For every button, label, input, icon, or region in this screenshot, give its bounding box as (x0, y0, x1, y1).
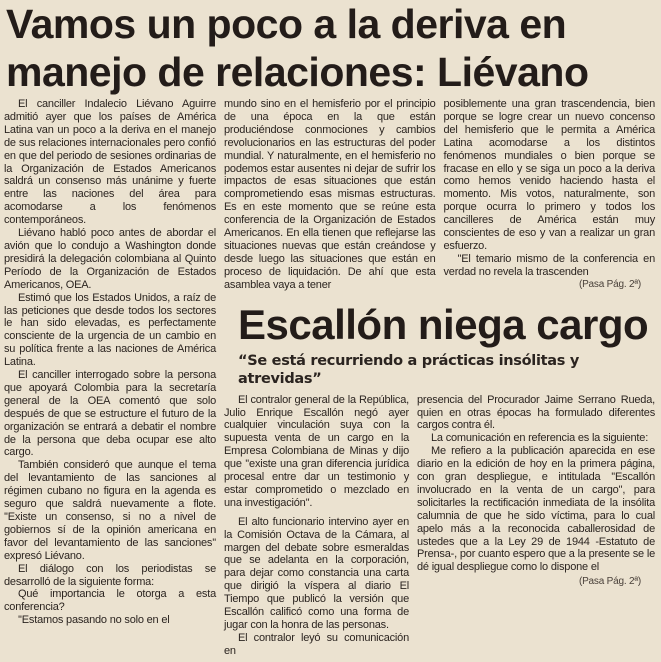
continued-on-page: (Pasa Pág. 2ª) (578, 278, 641, 290)
paragraph: El canciller Indalecio Liévano Aguirre admitió ayer que los países de América Latina van un poco a la deriva en el manejo de sus relaciones internacionales pero confió en que del periodo de sesiones ordinarias de la Organización de Estados Americanos saldrá un consenso más unánime y fuerte entre las naciones del área para acomodarse a los fenómenos contemporáneos. (4, 98, 216, 227)
paragraph: Estimó que los Estados Unidos, a raíz de las peticiones que desde todos los sectores le han sido elevadas, es perfectamente consciente de la urgencia de un cambio en su política frente a las naciones de América Latina. (4, 291, 216, 369)
paragraph: El contralor general de la República, Julio Enrique Escallón negó ayer cualquier vinculación suya con la supuesta venta de un cargo en la Empresa Colombiana de Minas y dijo que ''existe una gran diferencia jurídica procesal entre dar un testimonio y estar comprometido o mezclado en una investigación''. (224, 393, 409, 509)
headline-line-1: Vamos un poco a la deriva en (6, 1, 567, 47)
paragraph: presencia del Procurador Jaime Serrano Rueda, quien en otras épocas ha formulado diferentes cargos contra él. (417, 393, 655, 432)
headline-escallon: Escallón niega cargo (238, 300, 649, 348)
paragraph: Liévano habló poco antes de abordar el avión que lo condujo a Washington donde presidirá la delegación colombiana al Quinto Período de la Organización de Estados Americanos, OEA. (4, 227, 216, 291)
subheadline: “Se está recurriendo a prácticas insólitas y atrevidas” (238, 352, 579, 387)
paragraph: Me refiero a la publicación aparecida en ese diario en la edición de hoy en la primera página, con gran despliegue, e intitulada ''Escallón involucrado en la venta de un cargo'', para solicitarles la rectificación inmediata de la insólita calumnia de que he sido víctima, para lo cual apelo más a la reconocida caballerosidad de ustedes que a la Ley 29 de 1944 -Estatuto de Prensa-, por cuanto espero que a la presente se le dé igual despliegue como lo dispone el (417, 445, 655, 574)
headline-line-2: manejo de relaciones: Liévano (6, 49, 589, 95)
paragraph: El contralor leyó su comunicación en (224, 631, 409, 657)
paragraph: Qué importancia le otorga a esta conferencia? (4, 588, 216, 614)
paragraph: También consideró que aunque el tema del levantamiento de las sanciones al régimen cubano no figura en la agenda es seguro que saldrá nuevamente a flote. ''Existe un consenso, si no a nivel de gobiernos sí de la opinión americana en favor del levantamiento de las sanciones'' expresó Liévano. (4, 459, 216, 562)
article2-column-1 (224, 394, 409, 658)
continued-on-page: (Pasa Pág. 2ª) (578, 576, 641, 588)
paragraph: El canciller interrogado sobre la persona que apoyará Colombia para la secretaría general de la OEA comentó que solo después de que se estructure el futuro de la organización se entrará a debatir el nombre de la persona que deba ocupar ese alto cargo. (4, 369, 216, 459)
article1-column-1 (4, 98, 216, 658)
article2-column-2 (417, 394, 655, 658)
article1-continuation (224, 98, 655, 292)
article1-column-3 (444, 98, 656, 292)
paragraph: ''El temario mismo de la conferencia en verdad no revela la trascenden (443, 252, 655, 278)
paragraph: El diálogo con los periodistas se desarrolló de la siguiente forma: (4, 562, 216, 588)
paragraph: ''Estamos pasando no solo en el (18, 614, 170, 627)
right-area (224, 98, 655, 658)
paragraph: posiblemente una gran trascendencia, bien porque se logre crear un nuevo concenso del hemisferio que le permita a América Latina acomodarse a los distintos fenómenos mundiales o bien porque se fracase en ello y se siga un poco a la deriva como hemos venido haciendo hasta el momento. Mis votos, naturalmente, son porque ocurra lo primero y todos los cancilleres de América están muy conscientes de eso y van a realizar un gran esfuerzo. (443, 98, 655, 252)
paragraph: mundo sino en el hemisferio por el principio de una época en la que están produciéndose conmociones y cambios revolucionarios en las estructuras del poder mundial. Y naturalmente, en el hemisferio no podemos estar ausentes ni dejar de sufrir los impactos de esas situaciones que están comprometiendo esas mismas estructuras. Es en este momento que se reúne esta conferencia de la Organización de Estados Americanos. En ella tienen que reflejarse las situaciones nuevas que están creándose y desde luego las situaciones que están en proceso de liquidación. De ahí que esta asamblea vaya a tener (224, 98, 436, 291)
page-body (0, 96, 661, 662)
headline-lievano (0, 0, 655, 96)
article2-body (224, 394, 655, 658)
article1-column-2 (224, 98, 436, 292)
paragraph: El alto funcionario intervino ayer en la Comisión Octava de la Cámara, al margen del debate sobre esmeraldas que se adelanta en la corporación, para dejar como constancia una carta que dirigió la víspera al diario El Tiempo que publicó la versión que Escallón calificó como una forma de jugar con la honra de las personas. (224, 515, 409, 631)
paragraph: La comunicación en referencia es la siguiente: (431, 432, 649, 445)
